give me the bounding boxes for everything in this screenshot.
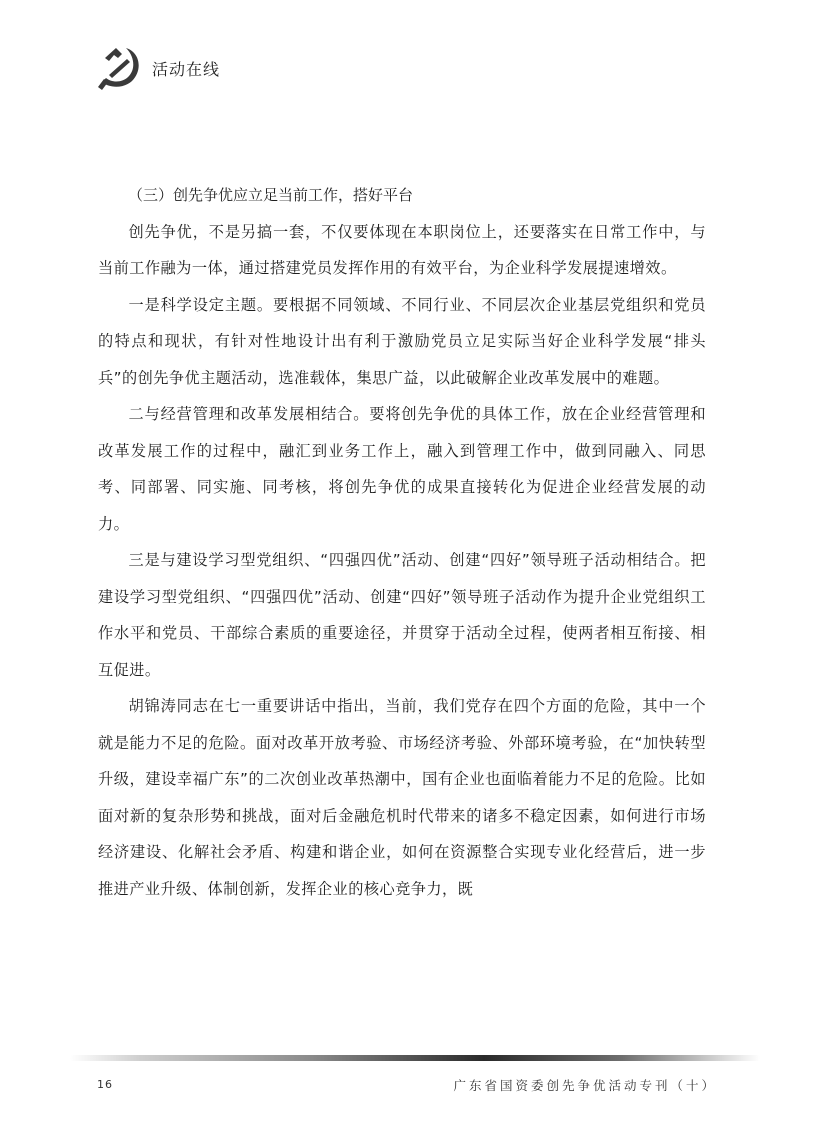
section-title: 活动在线 — [152, 60, 221, 79]
hammer-sickle-icon — [96, 44, 144, 92]
footer-divider — [70, 1055, 760, 1061]
article-paragraph: 二与经营管理和改革发展相结合。要将创先争优的具体工作，放在企业经营管理和改革发展工作的过程中，融汇到业务工作上，融入到管理工作中，做到同融入、同思考、同部署、同实施、同考核，将创先争优的成果直接转化为促进企业经营发展的动力。 — [98, 405, 706, 533]
page-header — [96, 44, 496, 92]
article-paragraph: 胡锦涛同志在七一重要讲话中指出，当前，我们党存在四个方面的危险，其中一个就是能力不足的危险。面对改革开放考验、市场经济考验、外部环境考验，在“加快转型升级，建设幸福广东”的二次创业改革热潮中，国有企业也面临着能力不足的危险。比如面对新的复杂形势和挑战，面对后金融危机时代带来的诸多不稳定因素，如何进行市场经济建设、化解社会矛盾、构建和谐企业，如何在资源整合实现专业化经营后，进一步推进产业升级、体制创新，发挥企业的核心竞争力，既 — [98, 697, 706, 898]
publication-title: 广东省国资委创先争优活动专刊（十） — [453, 1078, 717, 1093]
article-subheading: （三）创先争优应立足当前工作，搭好平台 — [128, 186, 414, 204]
article-paragraph: 三是与建设学习型党组织、“四强四优”活动、创建“四好”领导班子活动相结合。把建设学习型党组织、“四强四优”活动、创建“四好”领导班子活动作为提升企业党组织工作水平和党员、干部综合素质的重要途径，并贯穿于活动全过程，使两者相互衔接、相互促进。 — [98, 551, 706, 679]
page-number: 16 — [97, 1078, 113, 1091]
article-body — [98, 177, 706, 907]
article-paragraph: 创先争优，不是另搞一套，不仅要体现在本职岗位上，还要落实在日常工作中，与当前工作融为一体，通过搭建党员发挥作用的有效平台，为企业科学发展提速增效。 — [98, 222, 706, 277]
article-paragraph: 一是科学设定主题。要根据不同领域、不同行业、不同层次企业基层党组织和党员的特点和现状，有针对性地设计出有利于激励党员立足实际当好企业科学发展“排头兵”的创先争优主题活动，选准载体，集思广益，以此破解企业改革发展中的难题。 — [98, 295, 706, 387]
